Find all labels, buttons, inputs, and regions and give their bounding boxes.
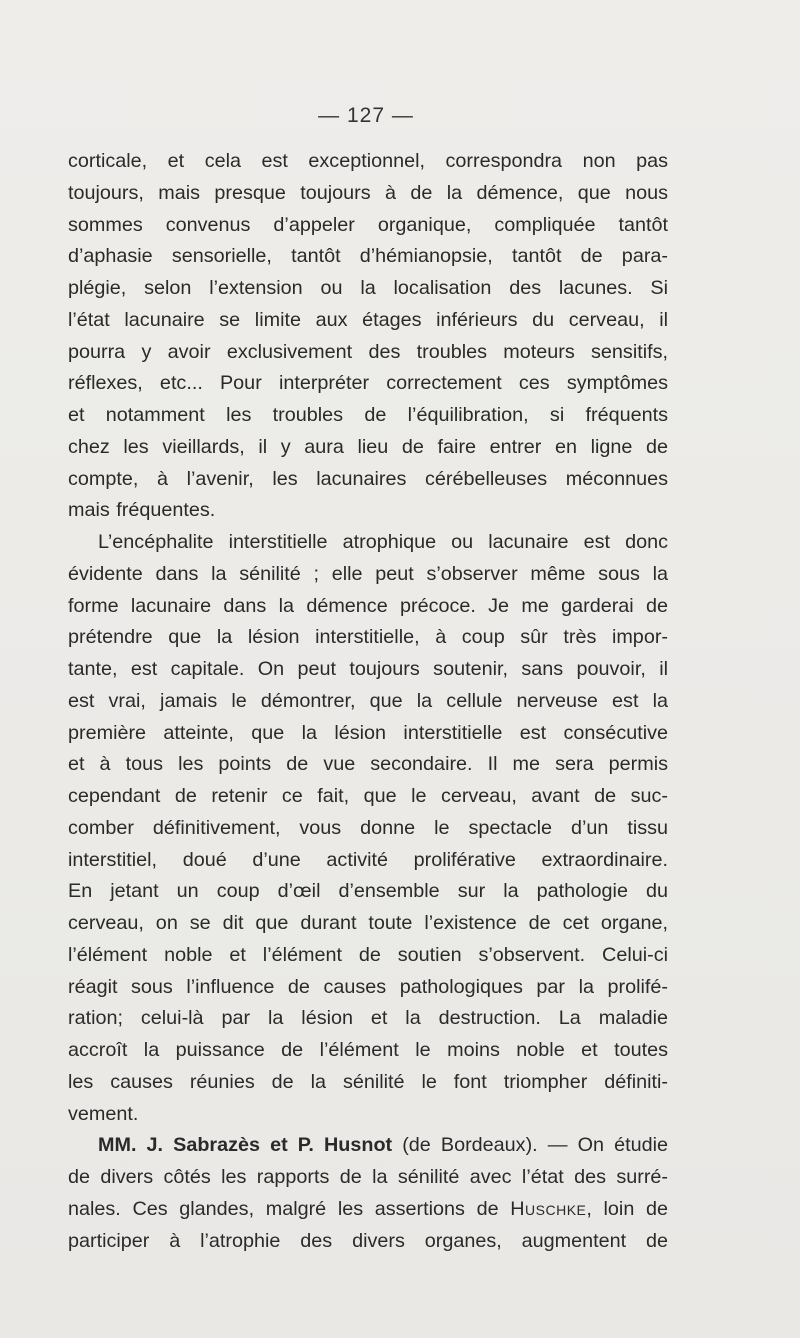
- text-line: les causes réunies de la sénilité le font triompher définiti-: [68, 1070, 668, 1093]
- text-segment: nales. Ces glandes, malgré les assertions de: [68, 1197, 511, 1220]
- text-line: évidente dans la sénilité ; elle peut s’observer même sous la: [68, 562, 668, 585]
- text-line: est vrai, jamais le démontrer, que la cellule nerveuse est la: [68, 689, 668, 712]
- text-line: d’aphasie sensorielle, tantôt d’hémianopsie, tantôt de para-: [68, 245, 668, 268]
- text-line: [68, 1194, 668, 1226]
- text-line: corticale, et cela est exceptionnel, correspondra non pas: [68, 150, 668, 172]
- text-line: réflexes, etc... Pour interpréter correctement ces symptômes: [68, 372, 668, 395]
- text-line: cerveau, on se dit que durant toute l’existence de cet organe,: [68, 912, 668, 934]
- text-segment: (de Bordeaux). — On étudie: [392, 1134, 668, 1157]
- cited-author: Huschke: [510, 1197, 587, 1220]
- body-text: [68, 146, 668, 1257]
- text-line: comber définitivement, vous donne le spectacle d’un tissu: [68, 816, 668, 839]
- text-line: réagit sous l’influence de causes pathologiques par la prolifé-: [68, 975, 668, 998]
- paragraph-end-line: mais fréquentes.: [68, 499, 216, 522]
- text-line: chez les vieillards, il y aura lieu de faire entrer en ligne de: [68, 435, 668, 458]
- text-line: sommes convenus d’appeler organique, compliquée tantôt: [68, 213, 668, 236]
- page-number: — 127 —: [318, 104, 414, 127]
- paragraph-end-line: vement.: [68, 1102, 139, 1125]
- text-line: En jetant un coup d’œil d’ensemble sur la pathologie du: [68, 880, 668, 903]
- text-segment: , loin de: [586, 1197, 668, 1220]
- text-line: ration; celui-là par la lésion et la destruction. La maladie: [68, 1007, 668, 1030]
- text-line: tante, est capitale. On peut toujours soutenir, sans pouvoir, il: [68, 658, 668, 680]
- text-line: l’élément noble et l’élément de soutien s’observent. Celui-ci: [68, 943, 668, 966]
- text-line: toujours, mais presque toujours à de la démence, que nous: [68, 181, 668, 204]
- text-line: forme lacunaire dans la démence précoce. Je me garderai de: [68, 594, 668, 617]
- paragraph-start-line: L’encéphalite interstitielle atrophique ou lacunaire est donc: [98, 531, 668, 553]
- text-line: plégie, selon l’extension ou la localisation des lacunes. Si: [68, 277, 668, 299]
- text-line: pourra y avoir exclusivement des troubles moteurs sensitifs,: [68, 340, 668, 363]
- text-line: et à tous les points de vue secondaire. Il me sera permis: [68, 753, 668, 776]
- paragraph-start-line: [68, 1130, 668, 1162]
- text-line: cependant de retenir ce fait, que le cerveau, avant de suc-: [68, 785, 668, 807]
- text-line: première atteinte, que la lésion interstitielle est consécutive: [68, 721, 668, 744]
- author-names: MM. J. Sabrazès et P. Husnot: [98, 1134, 393, 1157]
- text-line: l’état lacunaire se limite aux étages inférieurs du cerveau, il: [68, 308, 668, 331]
- text-line: interstitiel, doué d’une activité proliférative extraordinaire.: [68, 848, 668, 871]
- text-line: prétendre que la lésion interstitielle, à coup sûr très impor-: [68, 626, 668, 649]
- text-line: compte, à l’avenir, les lacunaires cérébelleuses méconnues: [68, 467, 668, 490]
- text-line: et notamment les troubles de l’équilibration, si fréquents: [68, 404, 668, 426]
- text-line: accroît la puissance de l’élément le moins noble et toutes: [68, 1039, 668, 1061]
- text-line: de divers côtés les rapports de la sénilité avec l’état des surré-: [68, 1166, 668, 1188]
- text-line: participer à l’atrophie des divers organes, augmentent de: [68, 1229, 668, 1252]
